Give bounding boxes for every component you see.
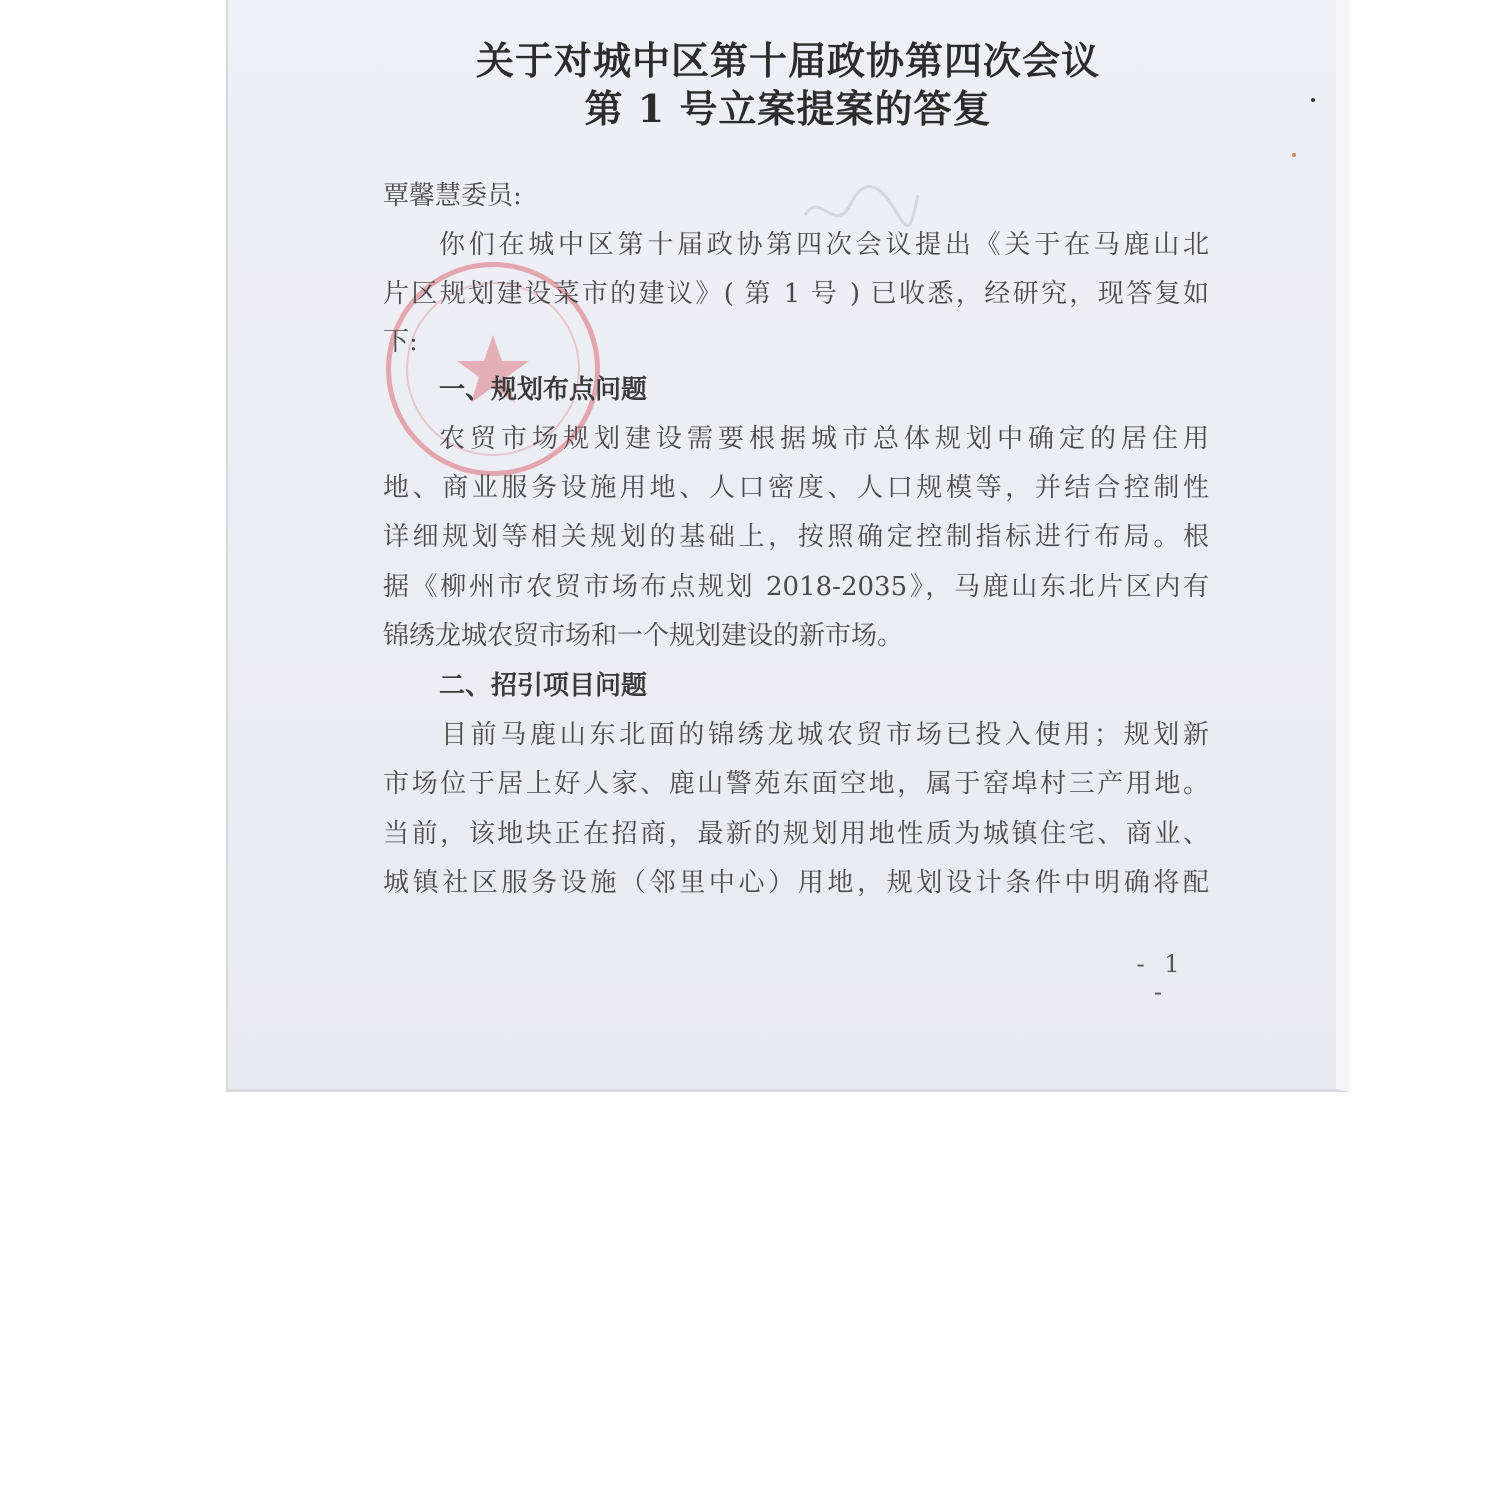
body-line: 片区规划建设菜市的建议》( 第 1 号 ) 已收悉，经研究，现答复如 — [383, 279, 1209, 309]
body-line: 农贸市场规划建设需要根据城市总体规划中确定的居住用 — [439, 424, 1209, 454]
scan-speck — [1292, 153, 1296, 157]
body-line: 据《柳州市农贸市场布点规划 2018-2035》，马鹿山东北片区内有 — [383, 572, 1209, 602]
section-heading-2: 二、招引项目问题 — [439, 671, 648, 701]
page-number: - 1 - — [1136, 950, 1186, 1006]
body-line: 目前马鹿山东北面的锦绣龙城农贸市场已投入使用；规划新 — [441, 720, 1209, 750]
salutation: 覃馨慧委员: — [383, 181, 522, 211]
section-heading-1: 一、规划布点问题 — [439, 375, 648, 405]
body-line: 市场位于居上好人家、鹿山警苑东面空地，属于窑埠村三产用地。 — [383, 769, 1209, 799]
body-line: 下: — [383, 327, 418, 357]
doc-title-line-2: 第 1 号立案提案的答复 — [584, 86, 992, 131]
body-line: 当前，该地块正在招商，最新的规划用地性质为城镇住宅、商业、 — [383, 819, 1209, 849]
body-line: 城镇社区服务设施（邻里中心）用地，规划设计条件中明确将配 — [383, 868, 1209, 898]
doc-title-line-1: 关于对城中区第十届政协第四次会议 — [475, 38, 1100, 83]
body-line: 详细规划等相关规划的基础上，按照确定控制指标进行布局。根 — [383, 522, 1209, 552]
body-line: 地、商业服务设施用地、人口密度、人口规模等，并结合控制性 — [383, 473, 1209, 503]
body-line: 锦绣龙城农贸市场和一个规划建设的新市场。 — [383, 621, 904, 651]
body-line: 你们在城中区第十届政协第四次会议提出《关于在马鹿山北 — [439, 230, 1209, 260]
